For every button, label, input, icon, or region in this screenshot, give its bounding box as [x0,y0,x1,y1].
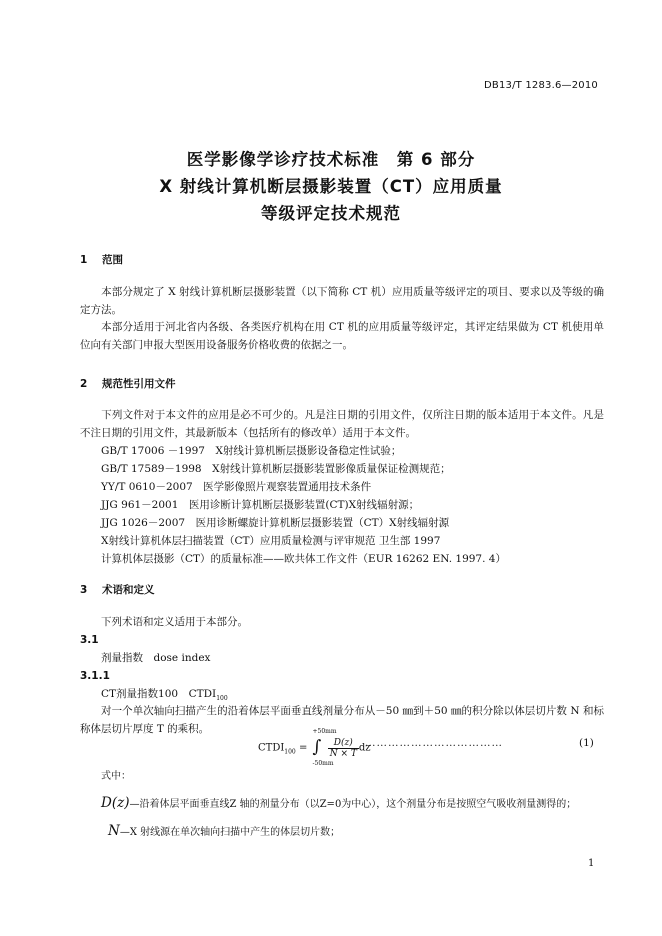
page-number: 1 [588,858,595,869]
reference-item: GB/T 17006 －1997 X射线计算机断层摄影设备稳定性试验； [101,445,402,457]
reference-item: GB/T 17589－1998 X射线计算机断层摄影装置影像质量保证检测规范； [101,463,451,475]
ctdi-term-text: CT剂量指数100 CTDI [101,688,217,700]
definition-d-text: —沿着体层平面垂直线Z 轴的剂量分布（以Z=0为中心），这个剂量分布是按照空气吸收剂量测得的； [129,799,577,810]
section-1-paragraph-2-text: 本部分适用于河北省内各级、各类医疗机构在用 CT 机的应用质量等级评定，其评定结果做为 CT 机使用单位向有关部门申报大型医用设备服务价格收费的依据之一。 [80,321,604,351]
reference-item: JJG 961－2001 医用诊断计算机断层摄影装置(CT)X射线辐射源； [101,499,420,511]
symbol-d: D(z) [101,795,130,811]
standard-code: DB13/T 1283.6—2010 [484,80,598,91]
formula-lower-limit: -50mm [312,760,334,767]
symbol-n: N [108,823,120,839]
section-1-paragraph-2 [80,319,604,354]
formula-leader-dots: ……………………………… [365,737,503,749]
document-title-line-3: 等级评定技术规范 [261,204,401,223]
formula-lhs-subscript: 100 [284,748,296,756]
reference-item: 计算机体层摄影（CT）的质量标准——欧共体工作文件（EUR 16262 EN. 1997. 4） [101,553,506,565]
section-1-paragraph-1 [80,284,604,319]
section-3-number: 3 [80,584,88,596]
subsection-3-1-term: 剂量指数 dose index [101,652,211,664]
section-2-number: 2 [80,378,88,390]
formula-lhs: CTDI [258,742,285,754]
section-2-intro-text: 下列文件对于本文件的应用是必不可少的。凡是注日期的引用文件，仅所注日期的版本适用于本文件。凡是不注日期的引用文件，其最新版本（包括所有的修改单）适用于本文件。 [80,409,604,439]
reference-item: YY/T 0610－2007 医学影像照片观察装置通用技术条件 [101,481,372,493]
section-2-heading [80,376,176,391]
section-1-heading [80,252,123,267]
reference-item: X射线计算机体层扫描装置（CT）应用质量检测与评审规范 卫生部 1997 [101,535,441,547]
document-title-line-1: 医学影像学诊疗技术标准 第 6 部分 [186,150,476,169]
definition-n [108,823,340,839]
section-2-intro [80,407,604,442]
definition-n-text: —X 射线源在单次轴向扫描中产生的体层切片数； [119,827,341,838]
document-title-line-2: X 射线计算机断层摄影装置（CT）应用质量 [159,177,503,196]
ctdi-term-subscript: 100 [216,695,228,703]
formula-upper-limit: +50mm [312,728,337,735]
formula-integral-sign: ∫ [312,737,322,757]
equation-number: (1) [579,737,594,749]
ctdi-formula [258,728,371,767]
section-3-intro: 下列术语和定义适用于本部分。 [101,616,248,628]
section-3-title: 术语和定义 [102,584,155,596]
section-1-paragraph-1-text: 本部分规定了 X 射线计算机断层摄影装置（以下简称 CT 机）应用质量等级评定的项目、要求以及等级的确定方法。 [80,286,604,316]
where-label: 式中： [101,771,131,782]
subsection-3-1-1-number: 3.1.1 [80,670,110,682]
section-3-heading [80,582,155,597]
formula-equals: = [298,742,308,754]
formula-dz: dz [358,742,371,754]
formula-fraction [328,738,359,759]
formula-integral-block [311,728,337,767]
section-2-title: 规范性引用文件 [102,378,176,390]
ctdi-definition-text: 对一个单次轴向扫描产生的沿着体层平面垂直线剂量分布从－50 ㎜到＋50 ㎜的积分除以体层切片数 N 和标称体层切片厚度 T 的乘积。 [80,705,604,735]
section-1-number: 1 [80,254,88,266]
definition-d [101,795,576,811]
formula-denominator: N × T [329,748,357,759]
formula-numerator: D(z) [328,738,359,749]
section-1-title: 范围 [102,254,123,266]
subsection-3-1-number: 3.1 [80,634,99,646]
reference-item: JJG 1026－2007 医用诊断螺旋计算机断层摄影装置（CT）X射线辐射源 [101,517,450,529]
